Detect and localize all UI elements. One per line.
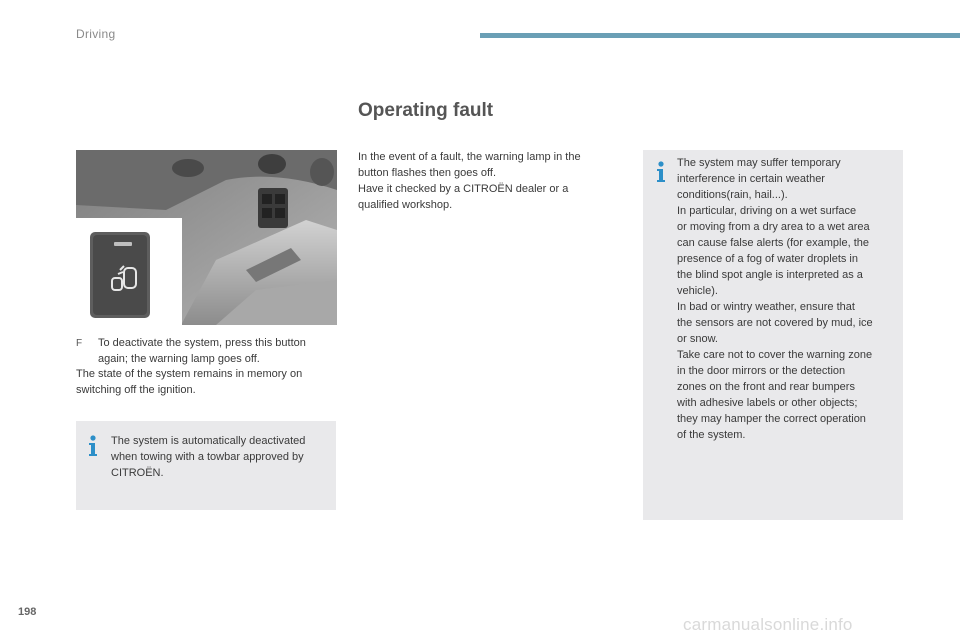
fault-line: button flashes then goes off. [358,167,497,179]
info-icon [654,161,668,183]
info-line: conditions(rain, hail...). [677,189,788,201]
step-bullet: F [76,338,83,349]
memory-line: The state of the system remains in memory on [76,368,303,380]
info-line: or moving from a dry area to a wet area [677,221,870,233]
info-text-towing [111,433,333,481]
info-line: Take care not to cover the warning zone [677,349,873,361]
page-title: Operating fault [358,100,494,121]
left-column-text [76,336,338,398]
fault-line: qualified workshop. [358,199,453,211]
info-line: with adhesive labels or other objects; [677,397,858,409]
info-line: of the system. [677,429,746,441]
memory-line: switching off the ignition. [76,383,196,396]
deactivate-step [76,336,338,367]
info-line: The system is automatically deactivated [111,435,306,447]
page-number: 198 [18,606,37,618]
info-line: when towing with a towbar approved by [111,451,304,463]
info-line: interference in certain weather [677,173,825,185]
dashboard-illustration [76,150,337,325]
info-line: zones on the front and rear bumpers [677,381,855,393]
info-icon [86,435,100,457]
header-accent-bar [480,33,960,38]
fault-line: Have it checked by a CITROËN dealer or a [358,183,569,195]
info-line: presence of a fog of water droplets in [677,253,858,265]
info-box-interference [643,150,903,520]
info-line: they may hamper the correct operation [677,413,866,425]
info-line: can cause false alerts (for example, the [677,237,869,249]
info-line: or snow. [677,333,718,345]
info-line: in the door mirrors or the detection [677,365,846,377]
info-line: The system may suffer temporary [677,157,841,169]
info-line: CITROËN. [111,467,164,479]
watermark: carmanualsonline.info [683,615,853,634]
info-box-towing [76,421,336,510]
fault-description [358,149,628,213]
info-line: the blind spot angle is interpreted as a [677,269,863,281]
dashboard-photo [76,150,337,325]
info-line: In bad or wintry weather, ensure that [677,301,855,313]
info-line: vehicle). [677,285,718,297]
info-line: the sensors are not covered by mud, ice [677,317,873,329]
fault-line: In the event of a fault, the warning lamp in the [358,151,581,163]
step-line: again; the warning lamp goes off. [98,352,260,365]
step-line: To deactivate the system, press this button [98,337,306,349]
info-line: In particular, driving on a wet surface [677,205,857,217]
section-label: Driving [76,27,116,41]
info-text-interference [677,155,901,443]
